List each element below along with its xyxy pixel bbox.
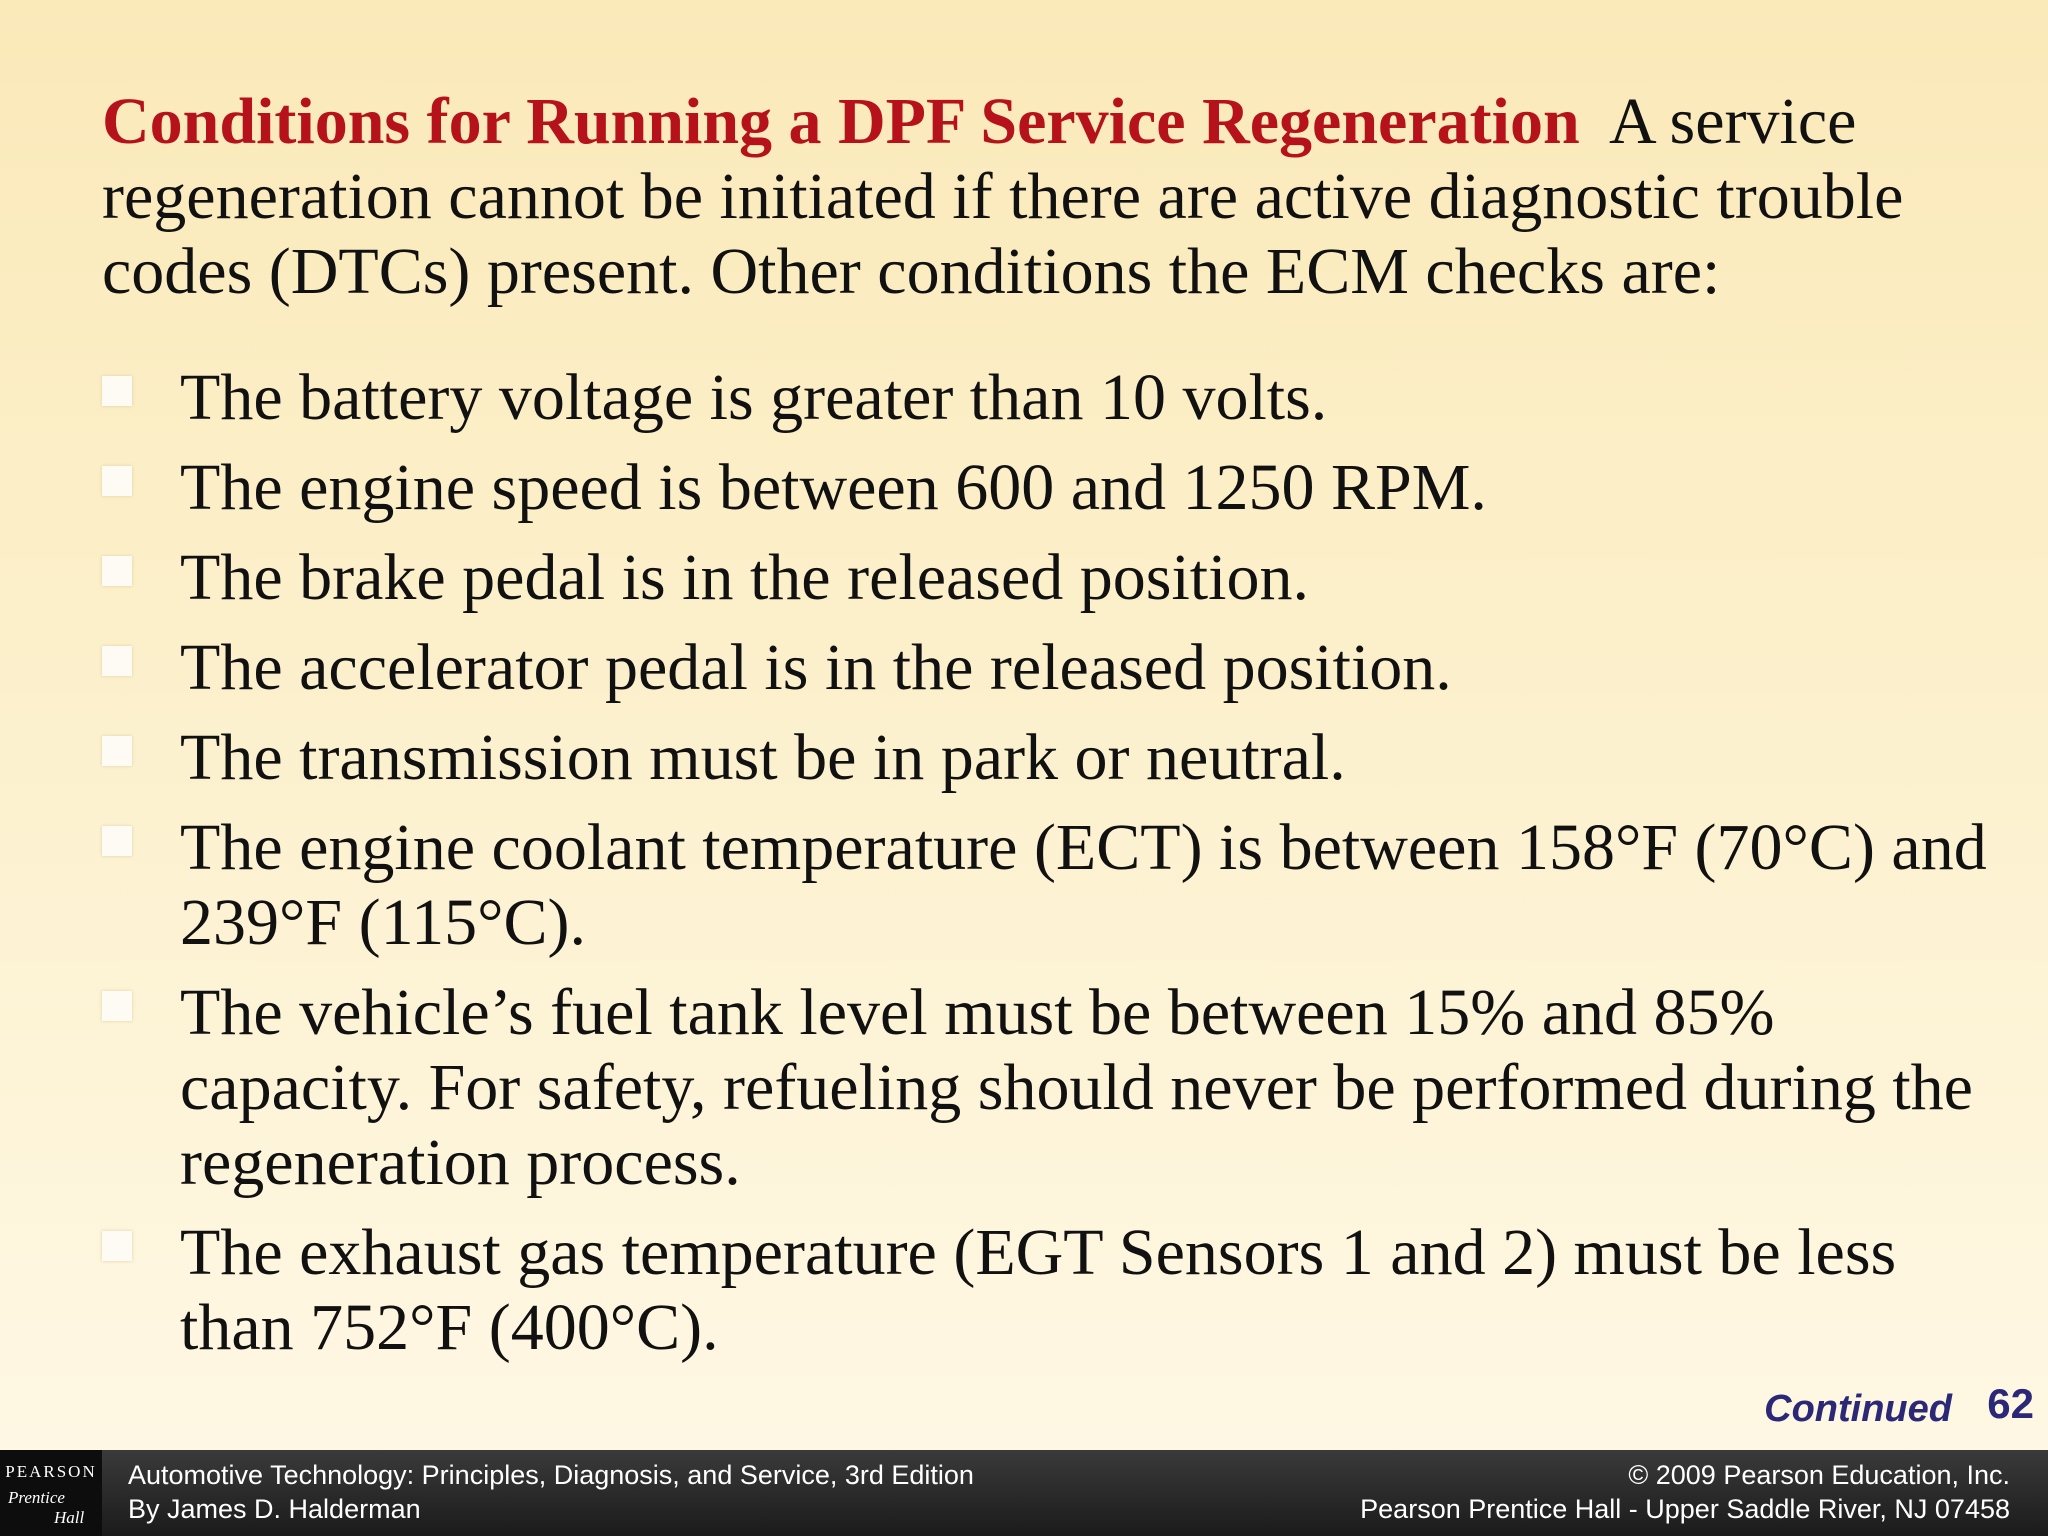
- bullet-square-icon: [102, 466, 132, 496]
- bullet-square-icon: [102, 826, 132, 856]
- conditions-list: [102, 360, 2002, 1380]
- list-item-text: The brake pedal is in the released position.: [180, 541, 1309, 614]
- bullet-square-icon: [102, 646, 132, 676]
- bullet-square-icon: [102, 376, 132, 406]
- footer-copyright: © 2009 Pearson Education, Inc.: [1628, 1460, 2010, 1490]
- list-item: [102, 630, 2002, 705]
- footer-bar: [0, 1450, 2048, 1536]
- intro-text: A service regeneration cannot be initiated if there are active diagnostic trouble codes (DTCs) present. Other conditions the ECM checks are:: [102, 85, 1904, 308]
- list-item: [102, 720, 2002, 795]
- list-item: [102, 540, 2002, 615]
- bullet-square-icon: [102, 1231, 132, 1261]
- list-item: [102, 975, 2002, 1200]
- logo-line-prentice: Prentice: [8, 1488, 65, 1507]
- list-item-text: The vehicle’s fuel tank level must be between 15% and 85% capacity. For safety, refueling should never be performed during the regeneration process.: [180, 976, 1973, 1199]
- list-item-text: The exhaust gas temperature (EGT Sensors 1 and 2) must be less than 752°F (400°C).: [180, 1216, 1897, 1364]
- list-item-text: The engine speed is between 600 and 1250 RPM.: [180, 451, 1487, 524]
- list-item-text: The accelerator pedal is in the released position.: [180, 631, 1452, 704]
- pearson-prentice-hall-logo: [0, 1450, 102, 1536]
- list-item-text: The transmission must be in park or neutral.: [180, 721, 1346, 794]
- list-item-text: The battery voltage is greater than 10 volts.: [180, 361, 1328, 434]
- page-number: 62: [1987, 1380, 2034, 1427]
- footer-publisher: Pearson Prentice Hall - Upper Saddle River, NJ 07458: [1360, 1494, 2010, 1524]
- list-item: [102, 450, 2002, 525]
- footer-author: By James D. Halderman: [128, 1494, 421, 1524]
- footer-book-title: Automotive Technology: Principles, Diagnosis, and Service, 3rd Edition: [128, 1460, 974, 1490]
- logo-line-pearson: PEARSON: [5, 1462, 97, 1481]
- intro-paragraph: [102, 84, 2002, 309]
- bullet-square-icon: [102, 556, 132, 586]
- logo-line-hall: Hall: [54, 1508, 85, 1527]
- bullet-square-icon: [102, 991, 132, 1021]
- continued-label: Continued: [1764, 1388, 1952, 1430]
- list-item-text: The engine coolant temperature (ECT) is between 158°F (70°C) and 239°F (115°C).: [180, 811, 1987, 959]
- list-item: [102, 810, 2002, 960]
- list-item: [102, 360, 2002, 435]
- bullet-square-icon: [102, 736, 132, 766]
- list-item: [102, 1215, 2002, 1365]
- slide-heading: Conditions for Running a DPF Service Regeneration: [102, 85, 1580, 158]
